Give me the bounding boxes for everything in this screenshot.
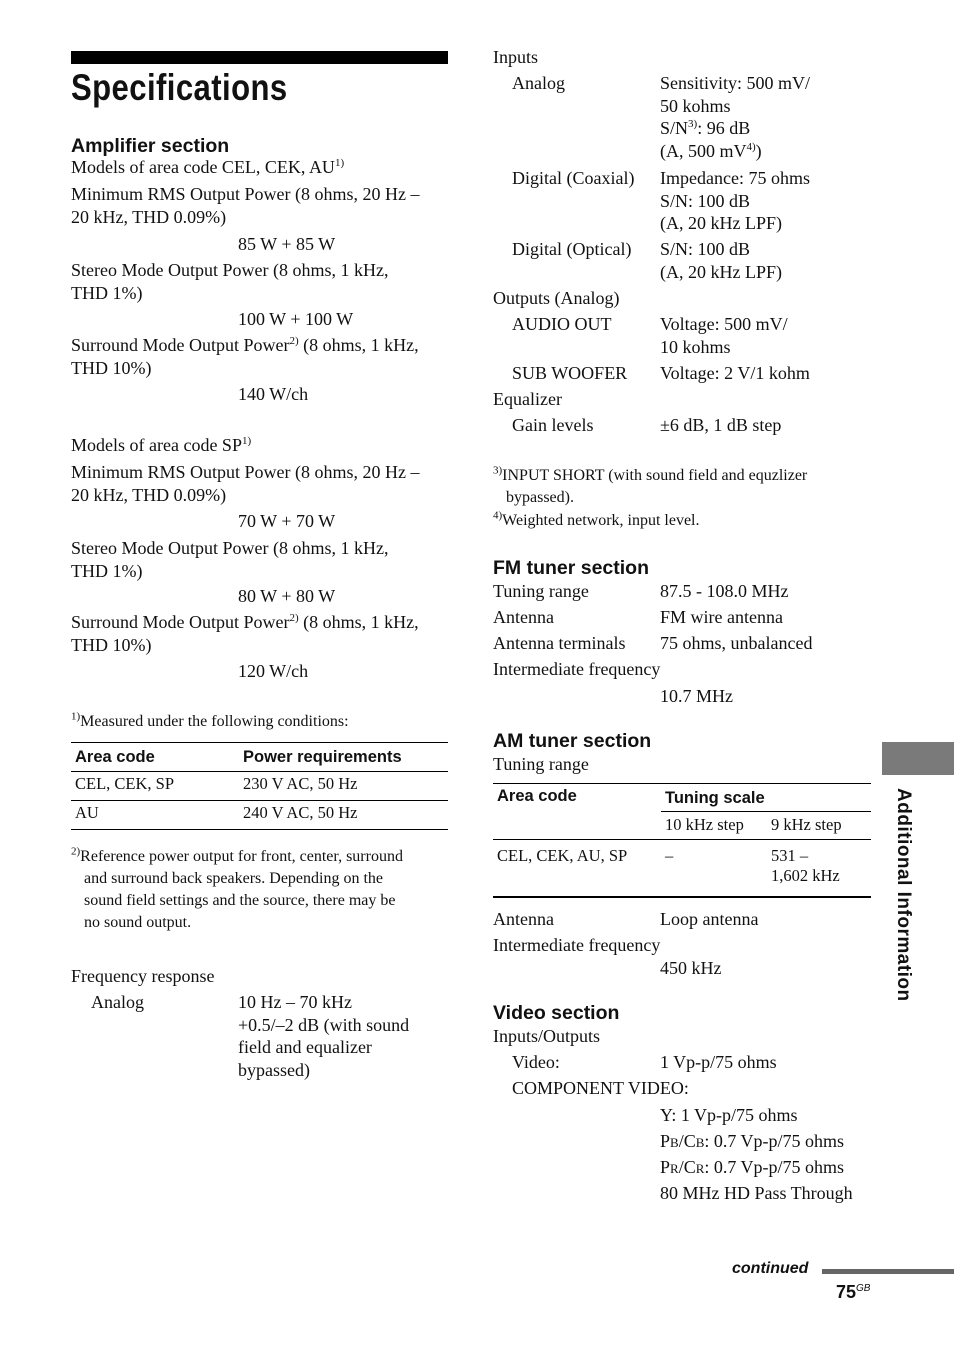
- sub-woofer-label: SUB WOOFER: [512, 363, 628, 383]
- component-hd-value: 80 MHz HD Pass Through: [660, 1183, 853, 1203]
- group1-min-rms: Minimum RMS Output Power (8 ohms, 20 Hz – 20 kHz, THD 0.09%): [71, 184, 420, 227]
- frequency-response-label: Frequency response: [71, 966, 215, 986]
- frequency-analog-values: 10 Hz – 70 kHz +0.5/–2 dB (with sound field and equalizer bypassed): [238, 992, 410, 1080]
- am-tuning-label: Tuning range: [493, 754, 589, 774]
- coaxial-input-values: Impedance: 75 ohms S/N: 100 dB (A, 20 kHz LPF): [660, 168, 810, 233]
- inputs-label: Inputs: [493, 47, 538, 67]
- fm-tuning-value: 87.5 - 108.0 MHz: [660, 581, 789, 601]
- group2-surround-value: 120 W/ch: [238, 661, 309, 681]
- video-value: 1 Vp-p/75 ohms: [660, 1052, 777, 1072]
- am-if-label: Intermediate frequency: [493, 935, 661, 955]
- table-cell: 230 V AC, 50 Hz: [243, 774, 358, 793]
- video-heading: Video section: [493, 1002, 620, 1024]
- footnote-3: $^{3)}$INPUT SHORT (with sound field and equzlizer bypassed).: [493, 464, 808, 506]
- table-cell: –: [665, 846, 674, 865]
- frequency-analog-label: Analog: [91, 992, 144, 1012]
- fm-if-label: Intermediate frequency: [493, 659, 661, 679]
- continued-rule: [822, 1269, 954, 1274]
- amplifier-heading: Amplifier section: [71, 135, 230, 157]
- group1-surround: Surround Mode Output Power$^{2)}$ (8 ohms, 1 kHz, THD 10%): [71, 335, 419, 378]
- am-if-value: 450 kHz: [660, 958, 722, 978]
- am-heading: AM tuner section: [493, 730, 652, 752]
- optical-input-label: Digital (Optical): [512, 239, 632, 259]
- power-table: [71, 742, 448, 830]
- outputs-label: Outputs (Analog): [493, 288, 620, 308]
- table-cell: 531 – 1,602 kHz: [771, 846, 840, 885]
- am-table-header: [493, 784, 871, 812]
- group1-stereo: Stereo Mode Output Power (8 ohms, 1 kHz, THD 1%): [71, 260, 389, 303]
- audio-out-values: Voltage: 500 mV/ 10 kohms: [660, 314, 788, 357]
- fm-antenna-value: FM wire antenna: [660, 607, 783, 627]
- sidebar-tab: [882, 742, 954, 775]
- analog-input-values: Sensitivity: 500 mV/ 50 kohms $S/N^{3)}$: 96 dB (A, 500 $mV^{4)}$): [660, 73, 811, 161]
- equalizer-label: Equalizer: [493, 389, 562, 409]
- group2-surround: Surround Mode Output Power$^{2)}$ (8 ohms, 1 kHz, THD 10%): [71, 612, 419, 655]
- page-number: $75^{GB}$: [836, 1282, 871, 1302]
- group2-stereo-value: 80 W + 80 W: [238, 586, 336, 606]
- gain-levels-label: Gain levels: [512, 415, 594, 435]
- fm-heading: FM tuner section: [493, 557, 650, 579]
- video-label: Video:: [512, 1052, 560, 1072]
- am-table-sub-10khz: 10 kHz step: [665, 815, 744, 834]
- fm-terminals-value: 75 ohms, unbalanced: [660, 633, 813, 653]
- fm-terminals-label: Antenna terminals: [493, 633, 626, 653]
- title-rule: [71, 51, 448, 64]
- sub-woofer-value: Voltage: 2 V/1 kohm: [660, 363, 810, 383]
- group2-stereo: Stereo Mode Output Power (8 ohms, 1 kHz, THD 1%): [71, 538, 389, 581]
- am-table-sub-9khz: 9 kHz step: [771, 815, 842, 834]
- fm-if-value: 10.7 MHz: [660, 686, 733, 706]
- power-table-header: [71, 743, 448, 772]
- am-tuning-table: [493, 783, 871, 898]
- fm-tuning-label: Tuning range: [493, 581, 589, 601]
- table-row: [493, 840, 871, 898]
- component-pb-value: PB/CB: 0.7 Vp-p/75 ohms: [660, 1131, 845, 1151]
- power-table-header-power: Power requirements: [243, 747, 402, 766]
- table-row: [71, 801, 448, 830]
- table-row: [71, 772, 448, 801]
- fm-antenna-label: Antenna: [493, 607, 554, 627]
- component-pr-value: PR/CR: 0.7 Vp-p/75 ohms: [660, 1157, 845, 1177]
- am-antenna-label: Antenna: [493, 909, 554, 929]
- footnote-1: $^{1)}$Measured under the following conditions:: [71, 710, 349, 730]
- group1-models: Models of area code CEL, CEK, AU$^{1)}$: [71, 157, 345, 177]
- optical-input-values: S/N: 100 dB (A, 20 kHz LPF): [660, 239, 782, 282]
- footnote-4: $^{4)}$Weighted network, input level.: [493, 509, 700, 529]
- continued-label: continued: [732, 1260, 809, 1277]
- table-cell: 240 V AC, 50 Hz: [243, 803, 358, 822]
- footnote-2: $^{2)}$Reference power output for front, center, surround and surround back speakers. Depending on the sound field settings and the source, there may be no sound output.: [71, 845, 403, 931]
- am-antenna-value: Loop antenna: [660, 909, 759, 929]
- analog-input-label: Analog: [512, 73, 565, 93]
- power-table-header-area: Area code: [75, 747, 155, 766]
- group1-stereo-value: 100 W + 100 W: [238, 309, 354, 329]
- table-cell: AU: [75, 803, 99, 822]
- group2-models: Models of area code SP$^{1)}$: [71, 435, 252, 455]
- component-y-value: Y: 1 Vp-p/75 ohms: [660, 1105, 798, 1125]
- coaxial-input-label: Digital (Coaxial): [512, 168, 635, 188]
- group2-min-rms: Minimum RMS Output Power (8 ohms, 20 Hz – 20 kHz, THD 0.09%): [71, 462, 420, 505]
- gain-levels-value: ±6 dB, 1 dB step: [660, 415, 782, 435]
- group1-surround-value: 140 W/ch: [238, 384, 309, 404]
- am-table-header-area: Area code: [497, 787, 577, 805]
- page-title: Specifications: [71, 67, 288, 108]
- group2-min-rms-value: 70 W + 70 W: [238, 511, 336, 531]
- component-video-label: COMPONENT VIDEO:: [512, 1078, 689, 1098]
- audio-out-label: AUDIO OUT: [512, 314, 612, 334]
- sidebar-label: Additional Information: [893, 788, 914, 1002]
- io-label: Inputs/Outputs: [493, 1026, 601, 1046]
- table-cell: CEL, CEK, SP: [75, 774, 175, 793]
- table-cell: CEL, CEK, AU, SP: [497, 846, 628, 865]
- page-suffix: GB: [856, 1283, 871, 1294]
- am-table-header-scale: Tuning scale: [661, 784, 871, 812]
- group1-min-rms-value: 85 W + 85 W: [238, 234, 336, 254]
